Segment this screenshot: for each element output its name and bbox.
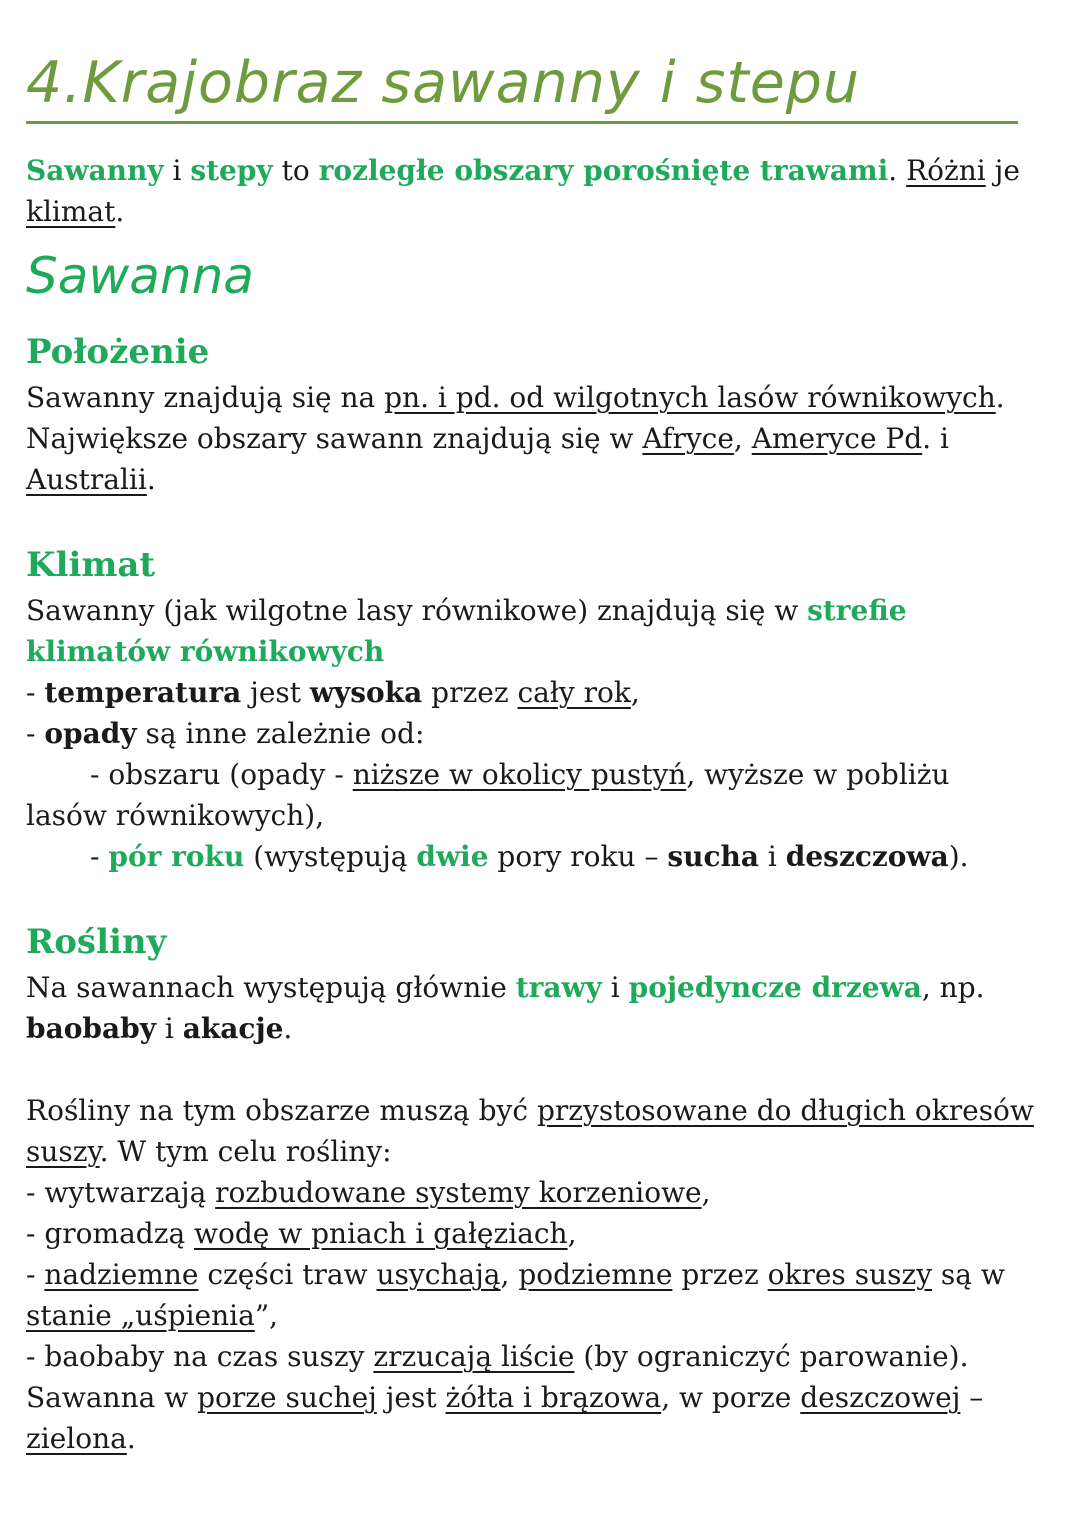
text: - baobaby na czas suszy — [26, 1340, 374, 1373]
bold-text: deszczowa — [785, 840, 949, 873]
underlined-text: porze suchej — [197, 1381, 377, 1414]
underlined-text: żółta i brązowa — [445, 1381, 662, 1414]
underlined-text: nadziemne — [44, 1258, 199, 1291]
text: przez — [422, 676, 518, 709]
text: - obszaru (opady - — [90, 758, 353, 791]
heading-klimat: Klimat — [26, 545, 156, 585]
text-line — [26, 1295, 1056, 1336]
underlined-text: cały rok — [517, 676, 631, 709]
text: jest — [241, 676, 310, 709]
bold-text: akacje — [182, 1012, 284, 1045]
text-line — [26, 590, 1056, 631]
text: - — [26, 676, 45, 709]
intro-text: . — [888, 154, 907, 187]
heading-polozenie: Położenie — [26, 332, 210, 372]
text-line — [26, 754, 1056, 795]
underlined-text: niższe w okolicy pustyń — [352, 758, 687, 791]
text: , w porze — [661, 1381, 801, 1414]
polozenie-paragraph — [26, 377, 1056, 500]
underlined-text: zrzucają liście — [373, 1340, 575, 1373]
underlined-text: Australii — [26, 463, 147, 496]
text: przez — [672, 1258, 768, 1291]
text-line — [26, 459, 1056, 500]
text: . — [126, 1422, 136, 1455]
klimat-paragraph — [26, 590, 1056, 877]
text: , — [630, 676, 640, 709]
highlight-text: dwie — [416, 840, 489, 873]
text: i — [601, 971, 629, 1004]
intro-line-1 — [26, 150, 1056, 191]
text: , np. — [921, 971, 985, 1004]
text-line — [26, 418, 1056, 459]
bold-text: wysoka — [309, 676, 423, 709]
text: , — [733, 422, 752, 455]
text-line — [26, 631, 1056, 672]
intro-paragraph — [26, 150, 1056, 232]
highlight-text: trawy — [515, 971, 602, 1004]
text: ). — [948, 840, 969, 873]
underlined-text: suszy — [26, 1135, 100, 1168]
underlined-text: okres suszy — [767, 1258, 933, 1291]
bold-text: temperatura — [44, 676, 242, 709]
highlight-text: klimatów równikowych — [26, 635, 385, 668]
text-line — [26, 1254, 1056, 1295]
underlined-text: przystosowane do długich okresów — [536, 1094, 1034, 1127]
text-line — [26, 713, 1056, 754]
rosliny-paragraph-2 — [26, 1090, 1056, 1459]
heading-rosliny: Rośliny — [26, 922, 167, 962]
text: i — [155, 1012, 183, 1045]
text-line — [26, 795, 1056, 836]
text-line — [26, 1336, 1056, 1377]
text-line — [26, 1090, 1056, 1131]
intro-sawanny: Sawanny — [26, 154, 164, 187]
text: części traw — [198, 1258, 377, 1291]
underlined-text: usychają — [376, 1258, 501, 1291]
text: lasów równikowych), — [26, 799, 325, 832]
text: . — [995, 381, 1005, 414]
text: i — [759, 840, 786, 873]
text: , — [500, 1258, 519, 1291]
text: Na sawannach występują głównie — [26, 971, 516, 1004]
rosliny-paragraph-1 — [26, 967, 1056, 1049]
intro-text: je — [985, 154, 1020, 187]
text-line — [26, 1213, 1056, 1254]
highlight-text: pór roku — [108, 840, 245, 873]
bold-text: sucha — [667, 840, 760, 873]
text: . — [146, 463, 156, 496]
highlight-text: strefie — [807, 594, 907, 627]
underlined-text: podziemne — [518, 1258, 673, 1291]
text-line — [26, 1377, 1056, 1418]
text: są w — [932, 1258, 1005, 1291]
text: Rośliny na tym obszarze muszą być — [26, 1094, 537, 1127]
text: Sawanny (jak wilgotne lasy równikowe) znajdują się w — [26, 594, 808, 627]
intro-klimat: klimat — [26, 195, 116, 228]
text: pory roku – — [488, 840, 668, 873]
intro-rozni: Różni — [906, 154, 986, 187]
bold-text: baobaby — [26, 1012, 156, 1045]
title-underline — [26, 121, 1018, 124]
text: – — [960, 1381, 984, 1414]
text: ”, — [254, 1299, 279, 1332]
intro-rozlegle: rozległe obszary porośnięte trawami — [318, 154, 889, 187]
text: Sawanna w — [26, 1381, 198, 1414]
intro-text: i — [163, 154, 191, 187]
text: (by ograniczyć parowanie). — [574, 1340, 969, 1373]
underlined-text: stanie „uśpienia — [26, 1299, 255, 1332]
intro-line-2 — [26, 191, 1056, 232]
text-line — [26, 672, 1056, 713]
underlined-text: pn. i pd. od wilgotnych lasów równikowych — [384, 381, 996, 414]
text: - wytwarzają — [26, 1176, 216, 1209]
text: są inne zależnie od: — [136, 717, 425, 750]
bold-text: opady — [44, 717, 137, 750]
text: , — [567, 1217, 577, 1250]
intro-text: . — [115, 195, 125, 228]
text: . i — [922, 422, 949, 455]
underlined-text: Ameryce Pd — [751, 422, 923, 455]
highlight-text: pojedyncze drzewa — [628, 971, 922, 1004]
section-heading-sawanna: Sawanna — [26, 247, 254, 305]
text-line — [26, 967, 1056, 1008]
text: - — [26, 1258, 45, 1291]
underlined-text: wodę w pniach i gałęziach — [194, 1217, 568, 1250]
text: Sawanny znajdują się na — [26, 381, 385, 414]
text: - — [26, 717, 45, 750]
text: , wyższe w pobliżu — [686, 758, 950, 791]
intro-text: to — [272, 154, 319, 187]
text-line — [26, 1418, 1056, 1459]
text: Największe obszary sawann znajdują się w — [26, 422, 643, 455]
text: . — [283, 1012, 293, 1045]
underlined-text: Afryce — [642, 422, 734, 455]
page-title: 4.Krajobraz sawanny i stepu — [26, 50, 861, 116]
text-line — [26, 1008, 1056, 1049]
underlined-text: deszczowej — [800, 1381, 961, 1414]
text: (występują — [244, 840, 417, 873]
text: jest — [376, 1381, 446, 1414]
underlined-text: zielona — [26, 1422, 127, 1455]
text-line — [26, 836, 1056, 877]
text: . W tym celu rośliny: — [99, 1135, 392, 1168]
text-line — [26, 1131, 1056, 1172]
text: - — [90, 840, 109, 873]
text-line — [26, 1172, 1056, 1213]
text: - gromadzą — [26, 1217, 195, 1250]
text-line — [26, 377, 1056, 418]
underlined-text: rozbudowane systemy korzeniowe — [215, 1176, 702, 1209]
intro-stepy: stepy — [190, 154, 273, 187]
text: , — [701, 1176, 711, 1209]
